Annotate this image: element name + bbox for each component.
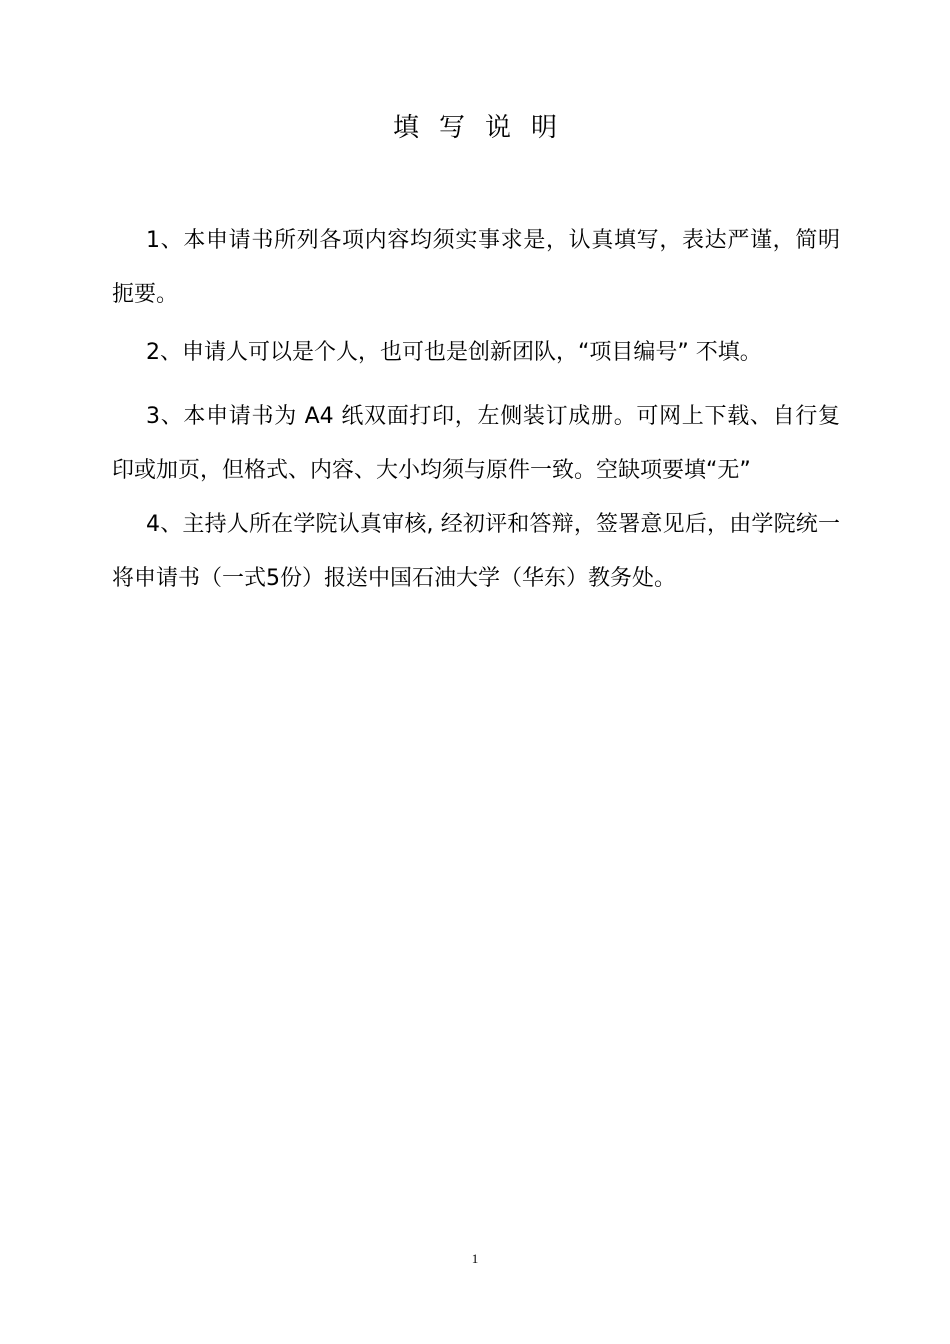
instruction-item-1: 1、本申请书所列各项内容均须实事求是，认真填写，表达严谨，简明扼要。 <box>112 228 840 307</box>
instructions-list <box>112 214 840 606</box>
instruction-item-4: 4、主持人所在学院认真审核, 经初评和答辩，签署意见后，由学院统一将申请书（一式5份）报送中国石油大学（华东）教务处。 <box>112 512 840 591</box>
instruction-item-2: 2、申请人可以是个人，也可也是创新团队，“项目编号” 不填。 <box>146 340 762 365</box>
page-number: 1 <box>471 1251 479 1266</box>
instruction-item-3: 3、本申请书为 A4 纸双面打印，左侧装订成册。可网上下载、自行复印或加页，但格式、内容、大小均须与原件一致。空缺项要填“无” <box>112 404 840 483</box>
page-title: 填写说明 <box>392 113 577 143</box>
